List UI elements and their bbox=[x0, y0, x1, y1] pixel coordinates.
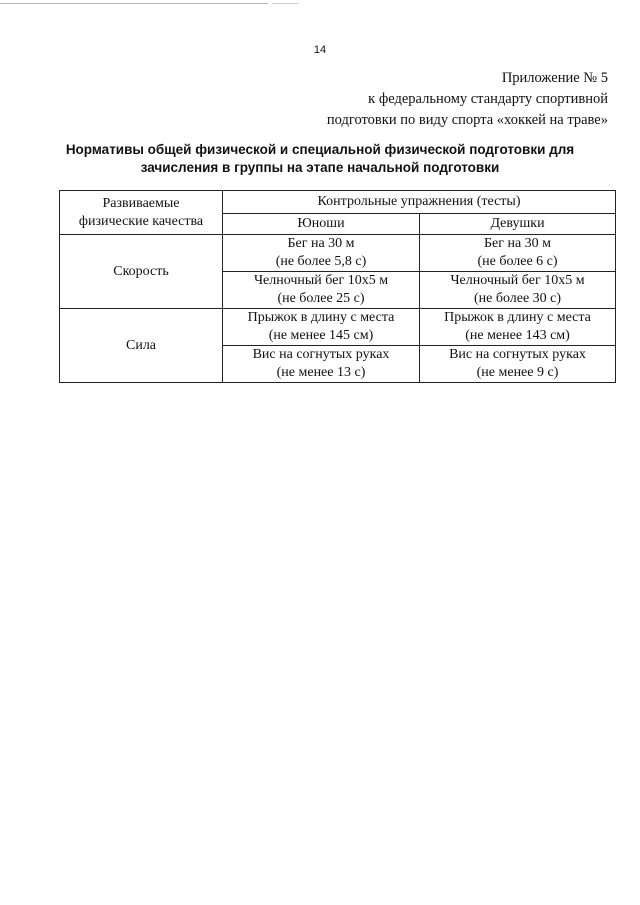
norm-limit: (не менее 13 с) bbox=[276, 365, 366, 380]
norm-exercise: Вис на согнутых руках bbox=[449, 347, 586, 362]
norm-exercise: Прыжок в длину с места bbox=[247, 310, 395, 325]
girls-norm-cell bbox=[420, 346, 616, 383]
norm-exercise: Вис на согнутых руках bbox=[252, 347, 390, 362]
norm-limit: (не более 6 с) bbox=[477, 254, 558, 269]
header-qualities-line-2: физические качества bbox=[78, 213, 204, 229]
norm-limit: (не менее 9 с) bbox=[476, 365, 559, 380]
girls-norm-cell bbox=[420, 272, 616, 309]
norm-limit: (не более 5,8 с) bbox=[275, 254, 367, 269]
girls-norm-cell bbox=[420, 309, 616, 346]
page-number: 14 bbox=[313, 44, 327, 56]
title-line-2: зачисления в группы на этапе начальной подготовки bbox=[140, 160, 500, 175]
document-title bbox=[40, 141, 600, 177]
boys-norm-cell bbox=[223, 235, 420, 272]
appendix-line-3: подготовки по виду спорта «хоккей на траве» bbox=[326, 112, 608, 128]
header-tests-cell: Контрольные упражнения (тесты) bbox=[223, 191, 616, 214]
appendix-line-1: Приложение № 5 bbox=[501, 70, 608, 86]
norms-table bbox=[59, 190, 616, 383]
girls-norm-cell bbox=[420, 235, 616, 272]
norm-exercise: Челночный бег 10х5 м bbox=[253, 273, 389, 288]
table-row bbox=[60, 235, 616, 272]
appendix-line-2: к федеральному стандарту спортивной bbox=[368, 91, 608, 107]
norm-limit: (не менее 145 см) bbox=[268, 328, 374, 343]
boys-norm-cell bbox=[223, 272, 420, 309]
norm-limit: (не менее 143 см) bbox=[465, 328, 570, 343]
table-row bbox=[60, 309, 616, 346]
norm-exercise: Прыжок в длину с места bbox=[444, 310, 591, 325]
scan-edge-line-short bbox=[272, 3, 298, 4]
header-qualities-cell bbox=[60, 191, 223, 235]
header-row-1 bbox=[60, 191, 616, 214]
norm-exercise: Челночный бег 10х5 м bbox=[450, 273, 585, 288]
norm-limit: (не более 25 с) bbox=[277, 291, 365, 306]
scan-edge-line bbox=[0, 3, 268, 4]
header-qualities-line-1: Развиваемые bbox=[102, 195, 180, 211]
appendix-note bbox=[327, 68, 608, 131]
quality-cell-strength: Сила bbox=[60, 309, 223, 383]
header-girls-cell: Девушки bbox=[420, 214, 616, 235]
header-boys-cell: Юноши bbox=[223, 214, 420, 235]
norm-limit: (не более 30 с) bbox=[473, 291, 562, 306]
norm-exercise: Бег на 30 м bbox=[287, 236, 355, 251]
quality-cell-speed: Скорость bbox=[60, 235, 223, 309]
title-line-1: Нормативы общей физической и специальной физической подготовки для bbox=[65, 142, 575, 157]
boys-norm-cell bbox=[223, 346, 420, 383]
boys-norm-cell bbox=[223, 309, 420, 346]
norm-exercise: Бег на 30 м bbox=[483, 236, 552, 251]
